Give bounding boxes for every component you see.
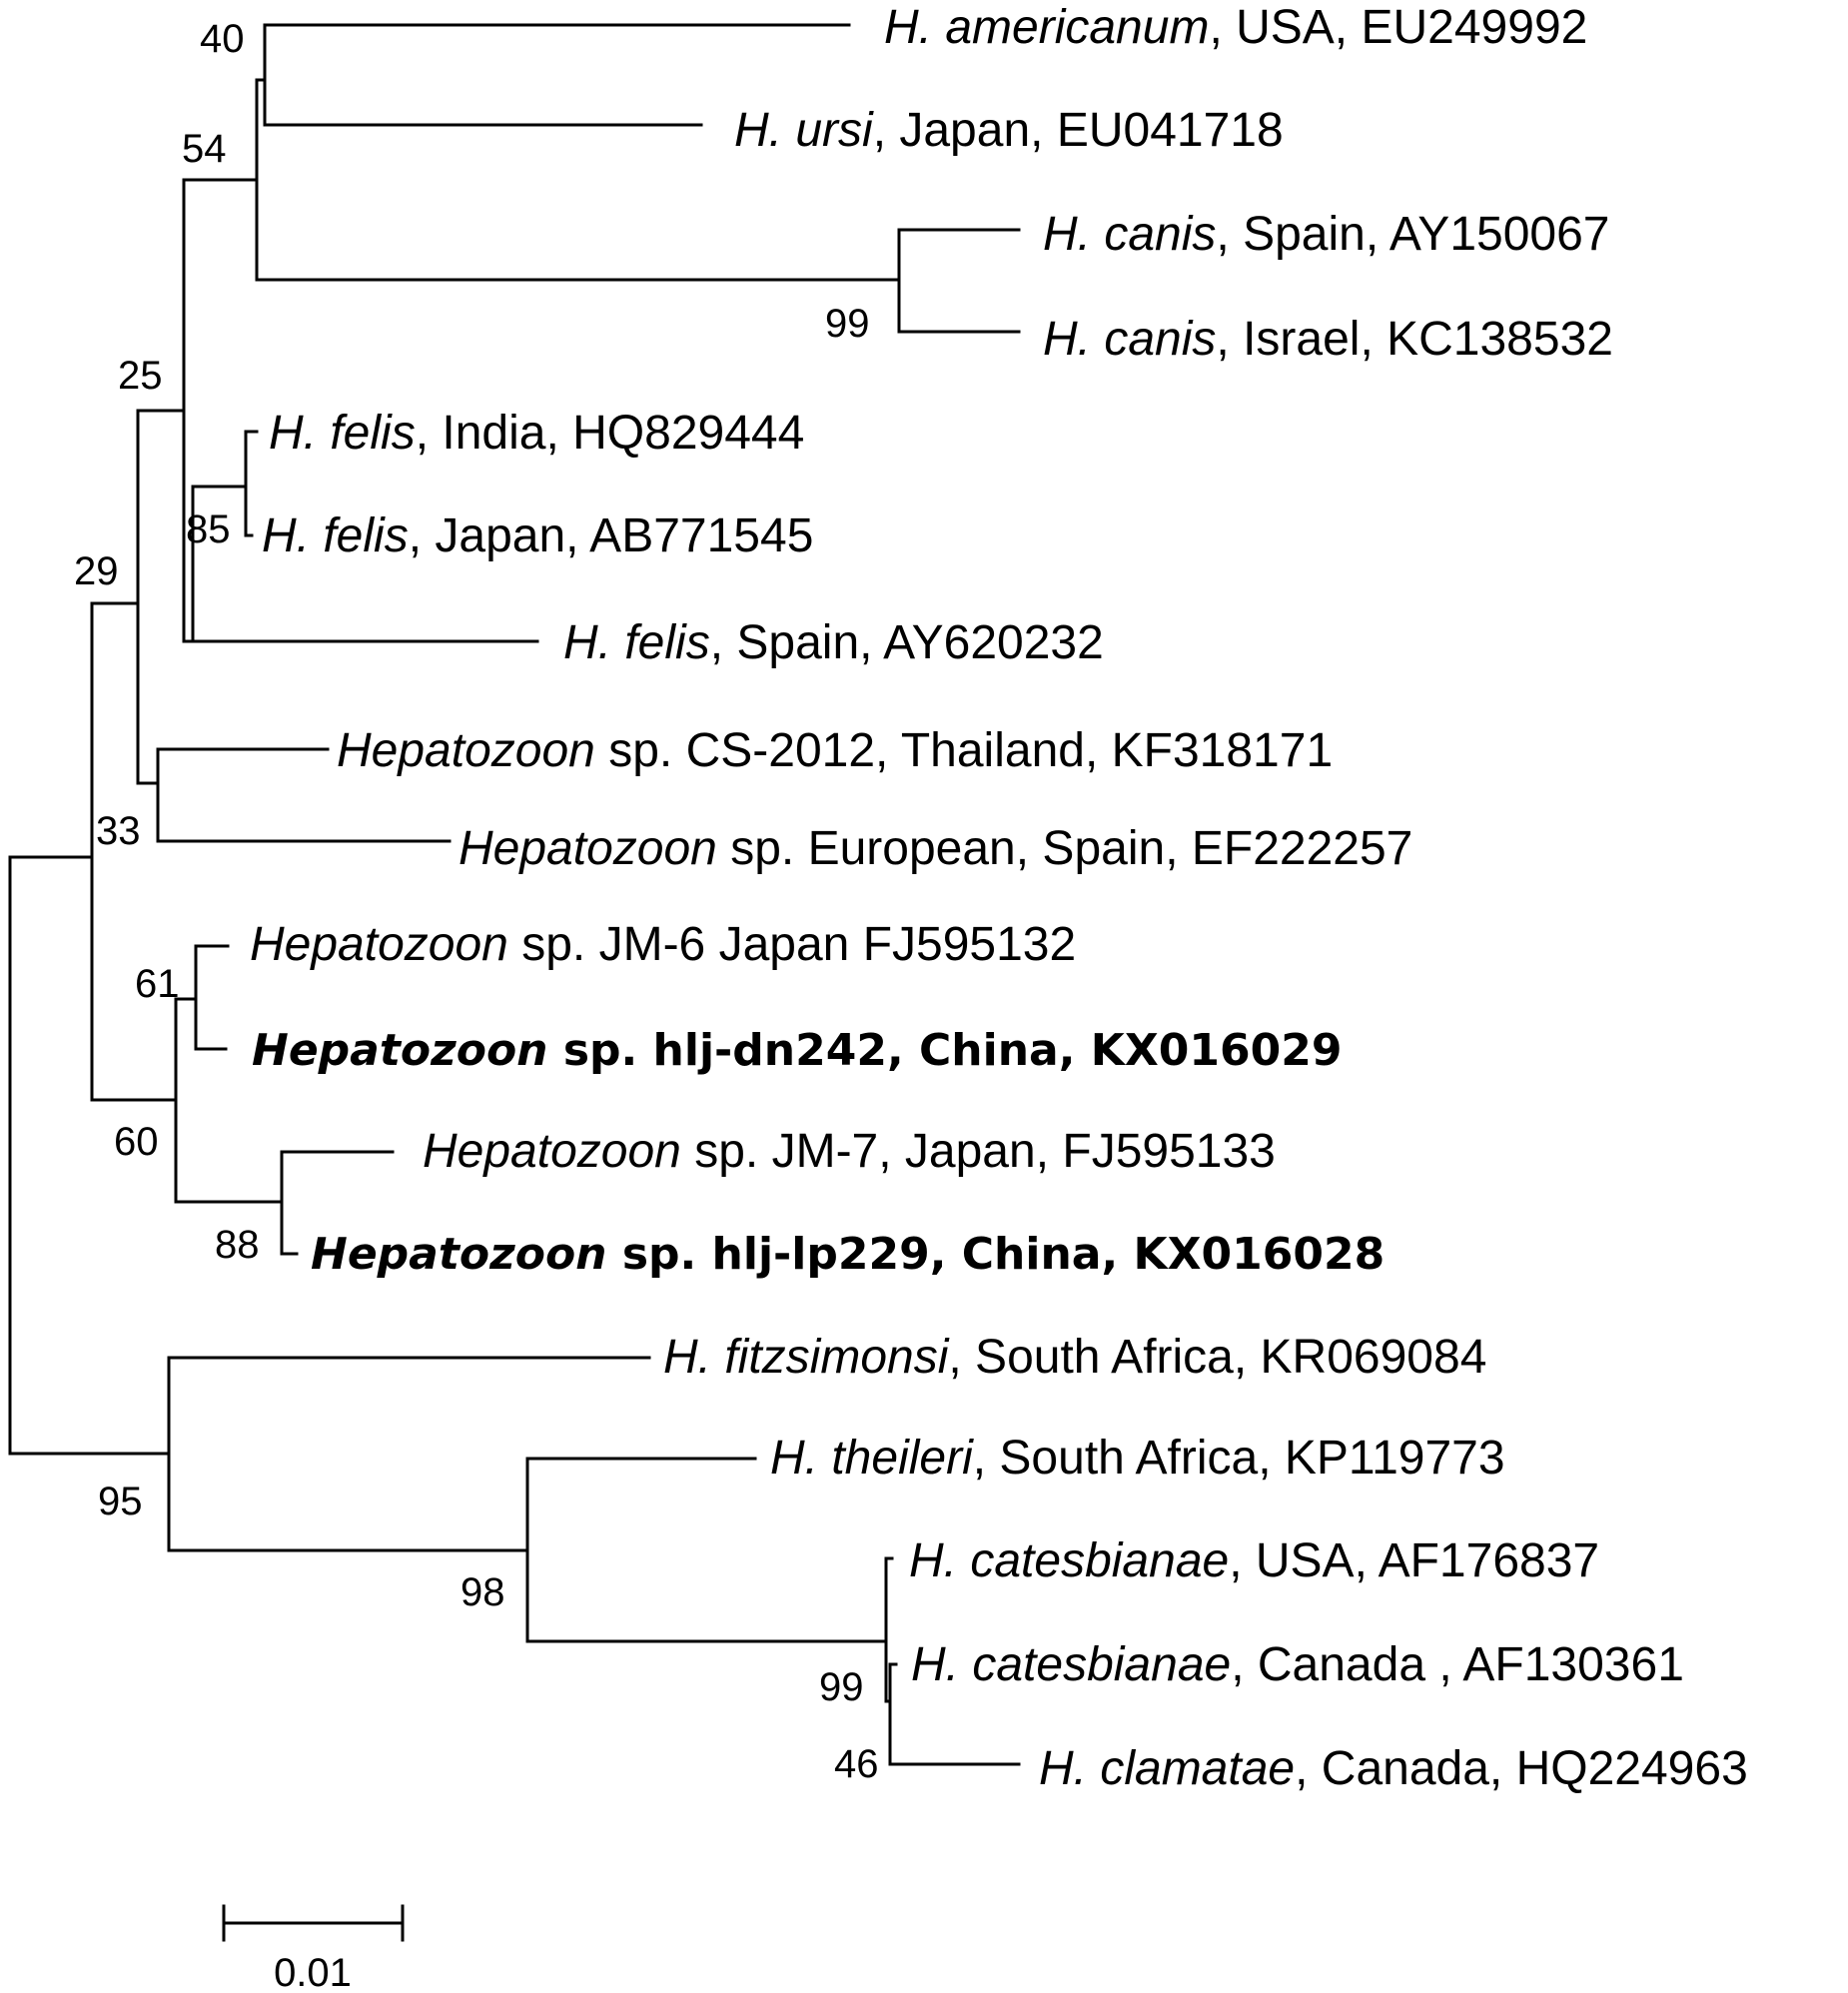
bootstrap-node-33: 33: [96, 809, 141, 853]
bootstrap-node-29: 29: [74, 549, 119, 593]
taxon-label-catesbianae-usa: H. catesbianae, USA, AF176837: [909, 1534, 1600, 1587]
bootstrap-node-98: 98: [461, 1570, 505, 1614]
branch-node-98: [527, 1459, 886, 1641]
bootstrap-node-99-catesbianae: 99: [819, 1665, 864, 1709]
taxon-label-cs2012: Hepatozoon sp. CS-2012, Thailand, KF318171: [337, 724, 1334, 777]
taxon-label-catesbianae-canada: H. catesbianae, Canada , AF130361: [911, 1638, 1684, 1691]
taxon-label-felis-japan: H. felis, Japan, AB771545: [262, 509, 814, 562]
bootstrap-node-88: 88: [215, 1223, 260, 1267]
branch-node-95: [169, 1358, 649, 1550]
bootstrap-node-40: 40: [200, 17, 245, 61]
bootstrap-node-54: 54: [182, 127, 227, 171]
bootstrap-values: [74, 17, 879, 1786]
bootstrap-node-60: 60: [114, 1120, 159, 1164]
taxon-labels: [250, 1, 1748, 1795]
scale-bar-label: 0.01: [274, 1951, 352, 1993]
scale-bar-line: [224, 1906, 403, 1940]
taxon-label-theileri: H. theileri, South Africa, KP119773: [770, 1432, 1505, 1485]
taxon-label-fitzsimonsi: H. fitzsimonsi, South Africa, KR069084: [663, 1331, 1487, 1384]
scale-bar: [224, 1906, 403, 1993]
taxon-label-lp229: Hepatozoon sp. hlj-lp229, China, KX016028: [311, 1229, 1386, 1280]
bootstrap-node-95: 95: [98, 1480, 143, 1523]
bootstrap-node-46: 46: [834, 1742, 879, 1786]
tree-branches: [10, 25, 1019, 1764]
bootstrap-node-99-canis: 99: [825, 302, 870, 346]
taxon-label-european: Hepatozoon sp. European, Spain, EF222257: [459, 822, 1413, 875]
taxon-label-canis-israel: H. canis, Israel, KC138532: [1043, 313, 1613, 366]
bootstrap-node-85: 85: [186, 507, 231, 551]
bootstrap-node-61: 61: [135, 962, 180, 1006]
branch-node-25: [138, 411, 184, 783]
taxon-label-felis-india: H. felis, India, HQ829444: [269, 407, 805, 460]
branch-node-99-canis: [899, 230, 1019, 332]
taxon-label-ursi: H. ursi, Japan, EU041718: [734, 104, 1284, 157]
taxon-label-jm7: Hepatozoon sp. JM-7, Japan, FJ595133: [423, 1125, 1276, 1178]
taxon-label-americanum: H. americanum, USA, EU249992: [884, 1, 1588, 54]
bootstrap-node-25: 25: [118, 354, 163, 398]
branch-node-61: [196, 946, 228, 1049]
branch-node-85: [246, 432, 257, 535]
branch-node-54: [184, 180, 257, 641]
taxon-label-felis-spain: H. felis, Spain, AY620232: [563, 616, 1104, 669]
taxon-label-jm6: Hepatozoon sp. JM-6 Japan FJ595132: [250, 918, 1077, 971]
taxon-label-dn242: Hepatozoon sp. hlj-dn242, China, KX016029: [252, 1025, 1343, 1076]
taxon-label-canis-spain: H. canis, Spain, AY150067: [1043, 208, 1610, 261]
taxon-label-clamatae: H. clamatae, Canada, HQ224963: [1039, 1742, 1748, 1795]
